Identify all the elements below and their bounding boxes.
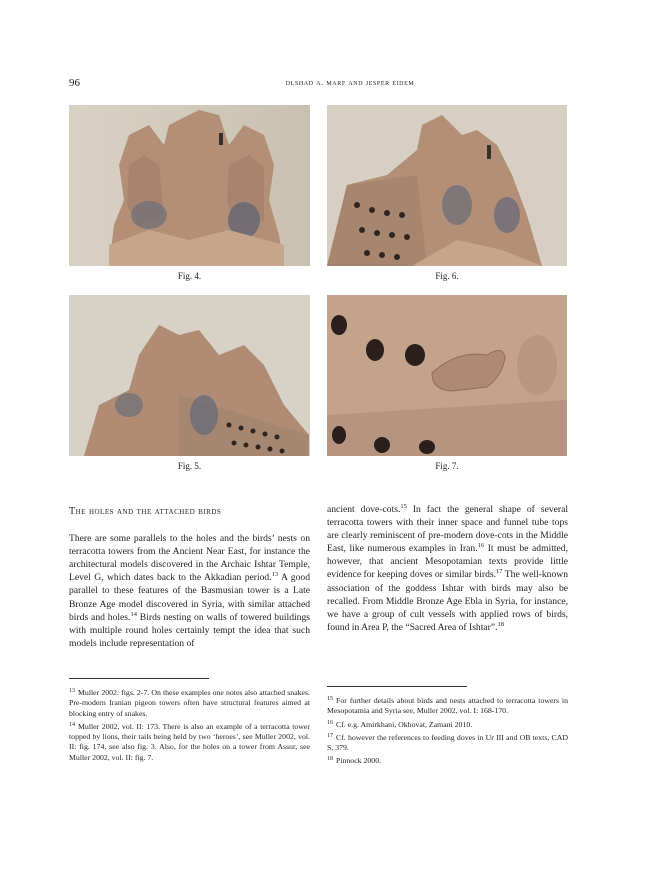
section-heading: The holes and the attached birds — [69, 506, 222, 517]
left-column — [69, 505, 310, 650]
running-head: dlshad a. marf and jesper eidem — [285, 78, 415, 87]
footnote-ref[interactable]: 17 — [496, 568, 503, 576]
figure-7-photo — [327, 295, 567, 456]
page-number: 96 — [69, 77, 80, 89]
footnote-ref[interactable]: 13 — [271, 571, 279, 579]
body-paragraph: There are some parallels to the holes and the birds’ nests on terracotta towers from the Ancient Near East, for instance the architectural models discovered in the Archaic Ishtar Temple, Level G, which dates back to the Akkadian period.$^{13}$ A good parallel to these features of the Basmusian tower is a Late Bronze Age model discovered in Syria, with similar attached birds and holes.$^{14}$ Birds nesting on walls of towered buildings with multiple round holes certainly tempt the idea that such models include representation of — [69, 533, 310, 649]
footnotes-right — [327, 694, 568, 768]
footnote-rule-left — [69, 678, 209, 679]
figure-4-photo — [69, 105, 310, 266]
footnote-ref[interactable]: 18 — [497, 620, 504, 628]
figure-5-photo — [69, 295, 310, 456]
footnote: $^{17}$ Cf. however the references to feeding doves in Ur III and OB texts, CAD S, 379. — [327, 732, 568, 753]
figure-6-caption: Fig. 6. — [435, 271, 459, 281]
right-column — [327, 503, 568, 634]
body-paragraph: ancient dove-cots.$^{15}$ In fact the general shape of several terracotta towers with their inner space and funnel tube tops are clearly reminiscent of pre-modern dove-cots in the Middle East, like numerous examples in Iran.$^{16}$ It must be admitted, however, that ancient Mesopotamian texts provide little evidence for keeping doves or similar birds.$^{17}$ The well-known association of the goddess Ishtar with birds may also be recalled. From Middle Bronze Age Ebla in Syria, for instance, we have a group of cult vessels with applied rows of birds, found in Area P, the “Sacred Area of Ishtar”.$^{18}$ — [327, 503, 569, 633]
footnote-ref[interactable]: 14 — [130, 610, 137, 618]
figure-4-caption: Fig. 4. — [177, 271, 202, 281]
footnote: $^{18}$ Pinnock 2000. — [327, 756, 382, 766]
footnote: $^{13}$ Muller 2002: figs. 2-7. On these examples one notes also attached snakes. Pre-modern Iranian pigeon towers often have structural features aimed at blocking entry of snakes. — [69, 688, 310, 718]
footnote: $^{16}$ Cf. e.g. Amirkhani, Okhovat, Zamani 2010. — [327, 719, 473, 729]
footnote: $^{15}$ For further details about birds and nests attached to terracotta towers in Mesopotamia and Syria see, Muller 2002, vol. I: 168-170. — [327, 696, 568, 716]
figure-7-caption: Fig. 7. — [435, 461, 459, 471]
footnote: $^{14}$ Muller 2002, vol. II: 173. There is also an example of a terracotta tower topped by lions, their tails being held by two ‘heroes’, see Muller 2002, vol. II: fig. 174, see also fig. 3. Also, for the holes on a tower from Assur, see Muller 2002, vol. II: fig. 7. — [69, 721, 310, 762]
footnote-ref[interactable]: 16 — [477, 542, 485, 550]
figure-6-photo — [327, 105, 567, 266]
footnote-ref[interactable]: 15 — [400, 503, 407, 510]
footnote-rule-right — [327, 686, 467, 687]
footnotes-left — [69, 686, 310, 764]
figure-5-caption: Fig. 5. — [177, 461, 202, 471]
